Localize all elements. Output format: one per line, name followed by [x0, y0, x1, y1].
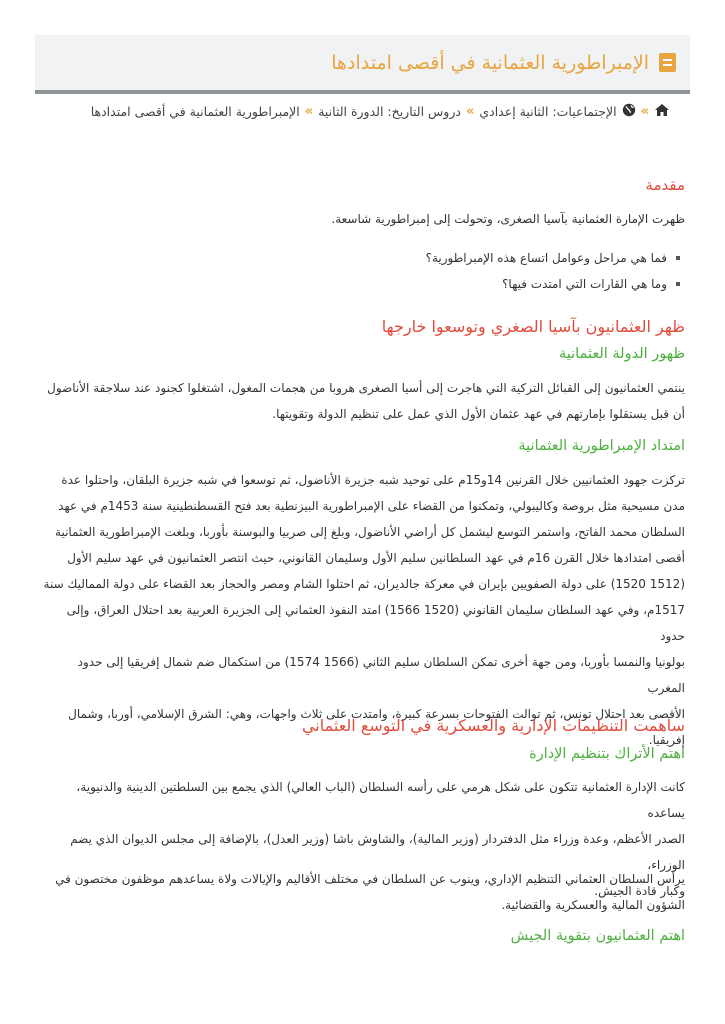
text-line: أقصى امتدادها خلال القرن 16م في عهد السلطانين سليم الأول وسليمان القانوني، حيث انتصر العثمانيون في عهد سليم الأول: [67, 551, 685, 565]
home-icon[interactable]: [654, 103, 670, 120]
page-header: [35, 35, 690, 94]
document-icon: [659, 53, 676, 72]
section2-heading: ساهمت التنظيمات الإدارية والعسكرية في التوسع العثماني: [301, 716, 685, 735]
breadcrumb-item-history-lessons[interactable]: دروس التاريخ: الدورة الثانية: [318, 104, 461, 119]
text-line: وكبار قادة الجيش.: [594, 884, 685, 898]
intro-heading: مقدمة: [645, 176, 685, 194]
section2a-paragraph2: [40, 866, 685, 918]
text-line: تركزت جهود العثمانيين خلال القرنين 14و15م على توحيد شبه جزيرة الأناضول، ثم توسعوا في شبه جزيرة البلقان، واحتلوا عدة: [61, 473, 685, 487]
section1a-text: [40, 375, 685, 427]
list-item: وما هي القارات التي امتدت فيها؟: [426, 271, 685, 297]
text-line: ينتمي العثمانيون إلى القبائل التركية التي هاجرت إلى أسيا الصغرى هروبا من هجمات المغول، اشتغلوا كجنود عند سلاجقة الأناضول: [47, 381, 685, 395]
breadcrumb-separator: »: [465, 104, 475, 119]
breadcrumb: [40, 103, 670, 120]
text-line: 1517م، وفي عهد السلطان سليمان القانوني (1520 1566) امتد النفوذ العثماني إلى الجزيرة العربية بعد احتلال العراق، وإلى حدود: [66, 603, 685, 643]
section1a-heading: ظهور الدولة العثمانية: [559, 346, 685, 362]
breadcrumb-item-social-studies[interactable]: الإجتماعيات: الثانية إعدادي: [479, 104, 617, 119]
text-line: كانت الإدارة العثمانية تتكون على شكل هرمي على رأسه السلطان (الباب العالي) الذي يجمع بين السلطتين الدينية والدنيوية، يساعده: [76, 780, 685, 820]
section1-heading: ظهر العثمانيون بآسيا الصغري وتوسعوا خارجها: [381, 317, 685, 336]
text-line: إفريقيا.: [648, 733, 685, 747]
questions-list: [426, 245, 685, 297]
text-line: الصدر الأعظم، وعدة وزراء مثل الدفتردار (وزير المالية)، والشاوش باشا (وزير العدل)، بالإضافة إلى مجلس الديوان الذي يضم الوزراء،: [70, 832, 685, 872]
breadcrumb-separator: »: [640, 104, 649, 119]
text-line: بولونيا والنمسا بأوربا، ومن جهة أخرى تمكن السلطان سليم الثاني (1566 1574) من استكمال ضم شمال إفريقيا إلى حدود المغرب: [77, 655, 685, 695]
breadcrumb-item-current: الإمبراطورية العثمانية في أقصى امتدادها: [90, 104, 300, 119]
text-line: يرأس السلطان العثماني التنظيم الإداري، وينوب عن السلطان في مختلف الأقاليم والإيالات ولاة يساعدهم موظفون مختصون في: [55, 872, 685, 886]
page-title: الإمبراطورية العثمانية في أقصى امتدادها: [331, 51, 649, 74]
list-item: فما هي مراحل وعوامل اتساع هذه الإمبراطورية؟: [426, 245, 685, 271]
text-line: الأقصى بعد احتلال تونس، ثم توالت الفتوحات بسرعة كبيرة، وامتدت على ثلاث واجهات، وهي: الشرق الإسلامي، أوربا، وشمال: [68, 707, 685, 721]
text-line: أن قبل يستقلوا بإمارتهم في عهد عثمان الأول الذي عمل على تنظيم الدولة وتقويتها.: [272, 407, 685, 421]
text-line: السلطان محمد الفاتح، واستمر التوسع ليشمل كل أراضي الأناضول، وبلغ إلى صربيا والبوسنة بأوربا، وبلغت الإمبراطورية العثمانية: [55, 525, 685, 539]
section2b-heading: اهتم العثمانيون بتقوية الجيش: [510, 928, 685, 944]
section2a-heading: اهتم الأتراك بتنظيم الإدارة: [529, 746, 685, 762]
globe-icon: [622, 103, 636, 120]
text-line: (1512 1520) على دولة الصفويين بإيران في معركة جالديران، ثم احتلوا الشام ومصر والحجاز بعد القضاء على دولة المماليك سنة: [43, 577, 685, 591]
section1b-text: [40, 467, 685, 753]
text-line: مدن مسيحية مثل بروصة وكاليبولي، وتمكنوا من القضاء على الإمبراطورية البيزنطية بعد فتح القسطنطينية سنة 1453م في عهد: [58, 499, 685, 513]
section1b-heading: امتداد الإمبراطورية العثمانية: [518, 438, 685, 454]
text-line: الشؤون المالية والعسكرية والقضائية.: [501, 898, 685, 912]
breadcrumb-separator: »: [304, 104, 314, 119]
intro-text: ظهرت الإمارة العثمانية بآسيا الصغرى، وتحولت إلى إمبراطورية شاسعة.: [331, 212, 685, 226]
